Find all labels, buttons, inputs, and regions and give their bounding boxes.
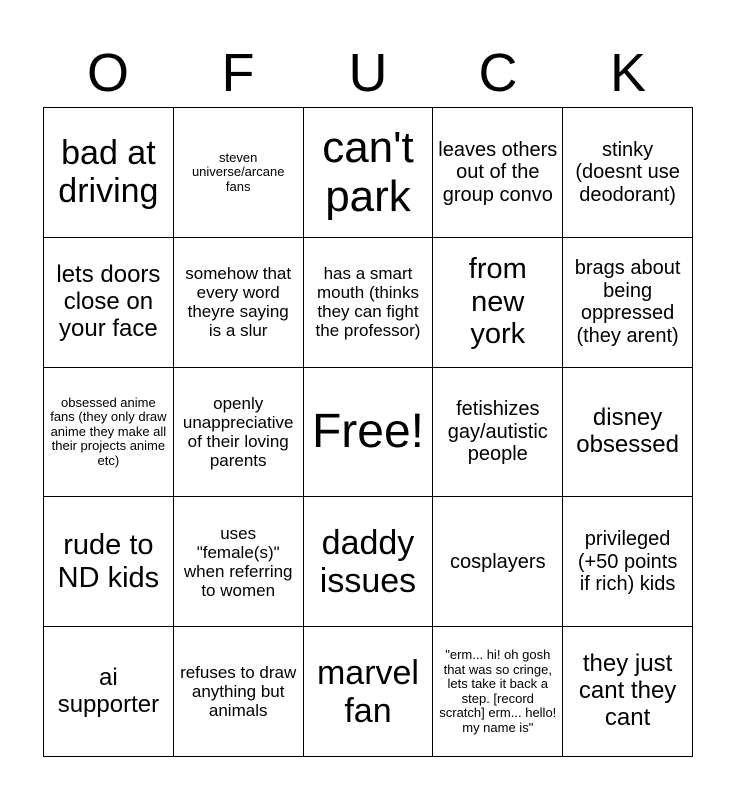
cell-text: uses "female(s)" when referring to women [183, 523, 293, 600]
header-letter-5: K [609, 43, 647, 103]
bingo-cell[interactable] [44, 108, 174, 238]
header-letter-3: U [348, 43, 388, 103]
cell-text: they just cant they cant [578, 650, 677, 732]
cell-text: leaves others out of the group convo [438, 138, 558, 206]
cell-text: ai supporter [57, 663, 160, 718]
bingo-cell[interactable] [304, 238, 434, 368]
cell-text: obsessed anime fans (they only draw anime they make all their projects anime etc) [50, 394, 167, 468]
header-letter-4: C [478, 43, 518, 103]
cell-text: bad at driving [58, 134, 159, 211]
cell-text: disney obsessed [576, 404, 679, 458]
bingo-cell[interactable] [433, 627, 563, 757]
bingo-cell[interactable] [433, 368, 563, 498]
bingo-cell[interactable] [174, 497, 304, 627]
bingo-cell[interactable] [563, 108, 693, 238]
bingo-cell[interactable] [563, 627, 693, 757]
cell-text: fetishizes gay/autistic people [447, 398, 548, 466]
bingo-cell[interactable] [563, 238, 693, 368]
bingo-cell[interactable] [174, 627, 304, 757]
bingo-cell[interactable] [433, 108, 563, 238]
bingo-cell[interactable] [433, 497, 563, 627]
bingo-cell[interactable] [174, 368, 304, 498]
bingo-cell[interactable] [44, 497, 174, 627]
free-space-text: Free! [311, 405, 424, 459]
bingo-cell[interactable] [304, 108, 434, 238]
cell-text: cosplayers [449, 550, 546, 573]
bingo-cell[interactable] [304, 497, 434, 627]
cell-text: brags about being oppressed (they arent) [574, 257, 681, 347]
cell-text: somehow that every word theyre saying is a slur [185, 264, 292, 341]
cell-text: from new york [468, 253, 527, 351]
cell-text: "erm... hi! oh gosh that was so cringe, lets take it back a step. [record scratch] erm... hello! my name is" [439, 646, 557, 735]
cell-text: refuses to draw anything but animals [180, 663, 297, 721]
bingo-cell[interactable] [433, 238, 563, 368]
cell-text: lets doors close on your face [56, 260, 161, 342]
header-letter-2: F [221, 43, 255, 103]
cell-text: has a smart mouth (thinks they can fight the professor) [315, 264, 421, 341]
bingo-card-grid [43, 107, 693, 757]
cell-text: daddy issues [319, 523, 417, 600]
cell-text: openly unappreciative of their loving parents [182, 393, 294, 471]
header-letter-1: O [86, 43, 129, 103]
bingo-cell-free[interactable] [304, 368, 434, 498]
bingo-cell[interactable] [304, 627, 434, 757]
bingo-cell[interactable] [44, 368, 174, 498]
cell-text: privileged (+50 points if rich) kids [577, 528, 678, 595]
bingo-cell[interactable] [174, 238, 304, 368]
cell-text: steven universe/arcane fans [191, 149, 285, 194]
cell-text: marvel fan [316, 653, 419, 730]
cell-text: stinky (doesnt use deodorant) [575, 138, 680, 206]
cell-text: can't park [322, 123, 414, 222]
bingo-cell[interactable] [44, 238, 174, 368]
bingo-cell[interactable] [563, 497, 693, 627]
bingo-cell[interactable] [44, 627, 174, 757]
bingo-cell[interactable] [174, 108, 304, 238]
bingo-cell[interactable] [563, 368, 693, 498]
cell-text: rude to ND kids [57, 529, 160, 594]
bingo-header [43, 42, 693, 104]
